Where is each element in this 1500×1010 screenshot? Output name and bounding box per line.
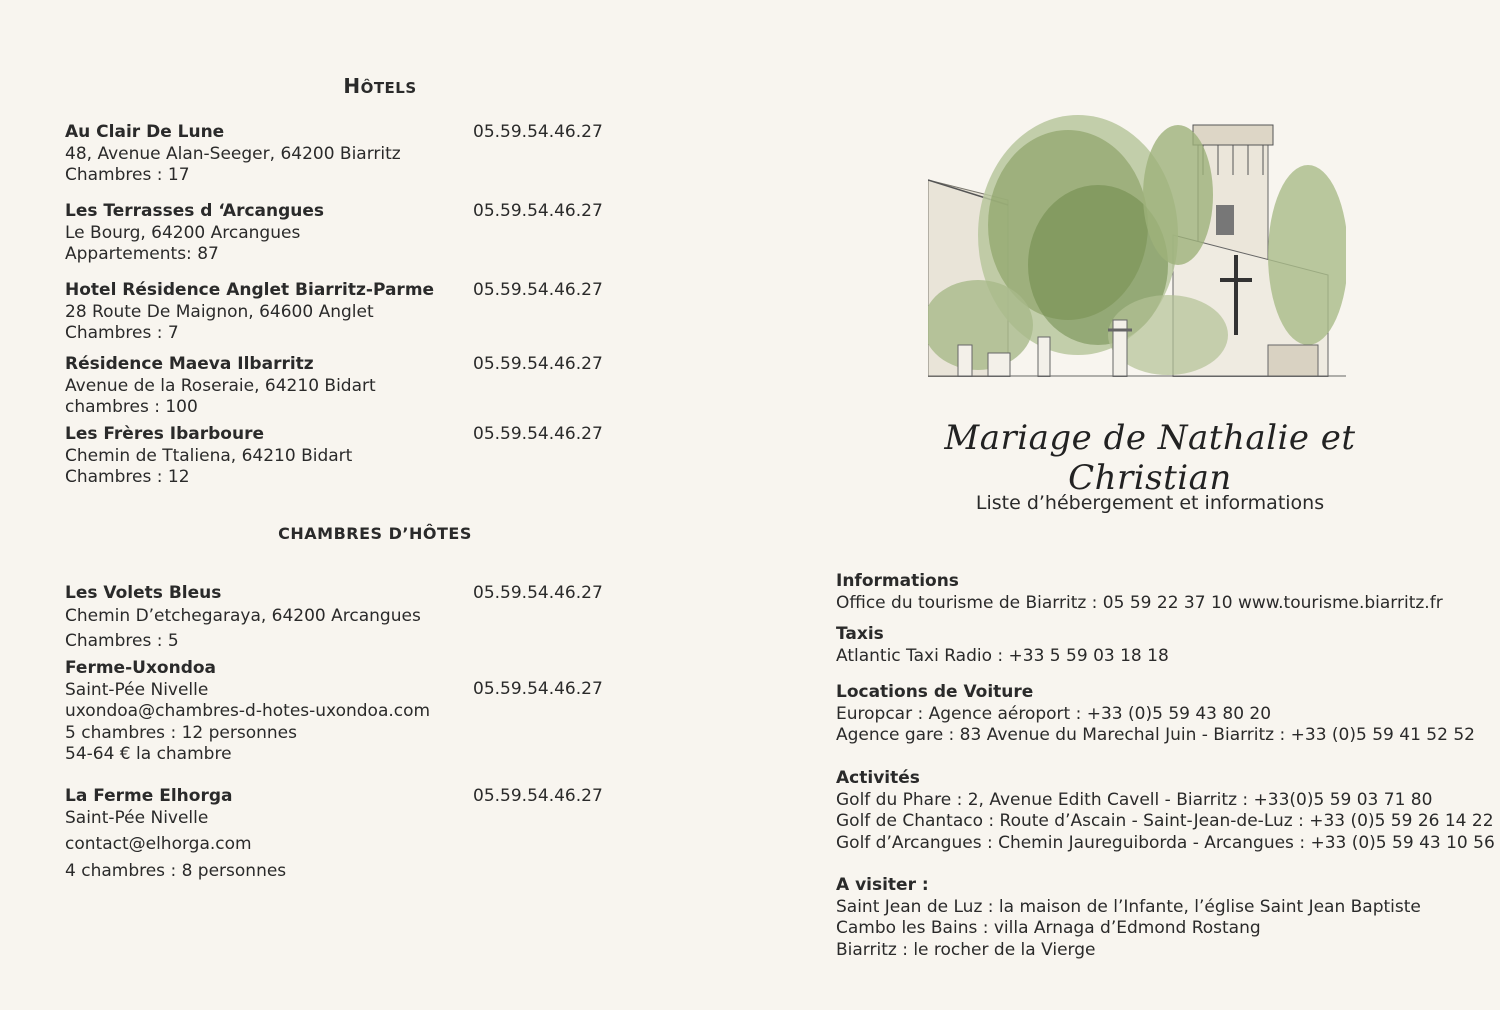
chambres-heading: CHAMBRES D’HÔTES — [278, 524, 472, 543]
hotel-rooms: chambres : 100 — [65, 397, 198, 417]
info-section-activities — [836, 768, 1495, 854]
chambre-detail: Saint-Pée Nivelle — [65, 679, 209, 700]
chambre-phone: 05.59.54.46.27 — [473, 583, 603, 603]
chambre-detail: Chemin D’etchegaraya, 64200 Arcangues — [65, 605, 421, 626]
info-line: Agence gare : 83 Avenue du Marechal Juin - Biarritz : +33 (0)5 59 41 52 52 — [836, 725, 1475, 745]
chambre-detail: 54-64 € la chambre — [65, 744, 232, 764]
hotel-entry — [65, 424, 625, 489]
info-line: Golf de Chantaco : Route d’Ascain - Saint-Jean-de-Luz : +33 (0)5 59 26 14 22 — [836, 811, 1494, 831]
info-heading: Informations — [836, 571, 959, 591]
hotel-phone: 05.59.54.46.27 — [473, 280, 603, 300]
church-illustration — [928, 105, 1346, 377]
chambre-name: Les Volets Bleus — [65, 583, 222, 603]
info-section-informations — [836, 571, 1486, 614]
chambre-entry — [65, 786, 625, 882]
info-heading: Activités — [836, 768, 920, 788]
hotel-address: Avenue de la Roseraie, 64210 Bidart — [65, 375, 376, 396]
chambre-email: contact@elhorga.com — [65, 834, 252, 854]
hotel-address: Chemin de Ttaliena, 64210 Bidart — [65, 445, 353, 466]
info-heading: Taxis — [836, 624, 884, 644]
hotel-address: 28 Route De Maignon, 64600 Anglet — [65, 301, 374, 322]
info-heading: Locations de Voiture — [836, 682, 1034, 702]
info-line: Golf du Phare : 2, Avenue Edith Cavell - Biarritz : +33(0)5 59 03 71 80 — [836, 789, 1433, 810]
info-line: Saint Jean de Luz : la maison de l’Infante, l’église Saint Jean Baptiste — [836, 896, 1421, 917]
info-line: Golf d’Arcangues : Chemin Jaureguiborda - Arcangues : +33 (0)5 59 43 10 56 — [836, 832, 1495, 853]
chambre-detail: 4 chambres : 8 personnes — [65, 860, 287, 881]
hotel-rooms: Chambres : 7 — [65, 323, 179, 343]
chambre-detail: Chambres : 5 — [65, 631, 179, 651]
info-line: Office du tourisme de Biarritz : 05 59 22 37 10 www.tourisme.biarritz.fr — [836, 592, 1443, 613]
chambre-detail: Saint-Pée Nivelle — [65, 807, 209, 828]
info-section-taxis — [836, 624, 1486, 667]
chambre-name: Ferme-Uxondoa — [65, 658, 217, 678]
hotel-entry — [65, 201, 625, 266]
chambre-name: La Ferme Elhorga — [65, 786, 233, 806]
info-section-car-rental — [836, 682, 1486, 747]
wedding-title: Mariage de Nathalie et Christian — [944, 418, 1356, 498]
info-heading: A visiter : — [836, 875, 929, 895]
hotel-rooms: Appartements: 87 — [65, 244, 219, 264]
info-line: Biarritz : le rocher de la Vierge — [836, 939, 1096, 960]
hotel-name: Les Frères Ibarboure — [65, 424, 265, 444]
hotel-name: Au Clair De Lune — [65, 122, 225, 142]
hotel-name: Les Terrasses d ‘Arcangues — [65, 201, 325, 221]
hotel-name: Hotel Résidence Anglet Biarritz-Parme — [65, 280, 435, 300]
info-line: Atlantic Taxi Radio : +33 5 59 03 18 18 — [836, 645, 1169, 666]
info-section-to-visit — [836, 875, 1486, 961]
info-line: Europcar : Agence aéroport : +33 (0)5 59 43 80 20 — [836, 703, 1272, 724]
chambre-email: uxondoa@chambres-d-hotes-uxondoa.com — [65, 701, 431, 721]
info-line: Cambo les Bains : villa Arnaga d’Edmond Rostang — [836, 918, 1261, 938]
hotel-entry — [65, 280, 625, 345]
hotel-phone: 05.59.54.46.27 — [473, 424, 603, 444]
hotel-phone: 05.59.54.46.27 — [473, 201, 603, 221]
hotel-entry — [65, 122, 625, 187]
hotel-rooms: Chambres : 17 — [65, 165, 190, 185]
chambre-entry — [65, 583, 625, 653]
subtitle: Liste d’hébergement et informations — [975, 492, 1325, 514]
hotel-phone: 05.59.54.46.27 — [473, 354, 603, 374]
chambre-phone: 05.59.54.46.27 — [473, 679, 603, 699]
chambre-phone: 05.59.54.46.27 — [473, 786, 603, 806]
hotel-address: Le Bourg, 64200 Arcangues — [65, 222, 301, 243]
hotel-rooms: Chambres : 12 — [65, 467, 190, 487]
chambre-entry — [65, 658, 625, 766]
hotel-name: Résidence Maeva Ilbarritz — [65, 354, 314, 374]
hotel-entry — [65, 354, 625, 419]
hotels-heading: HÔTELS — [343, 74, 417, 98]
chambre-detail: 5 chambres : 12 personnes — [65, 722, 297, 743]
hotel-address: 48, Avenue Alan-Seeger, 64200 Biarritz — [65, 143, 401, 164]
hotel-phone: 05.59.54.46.27 — [473, 122, 603, 142]
